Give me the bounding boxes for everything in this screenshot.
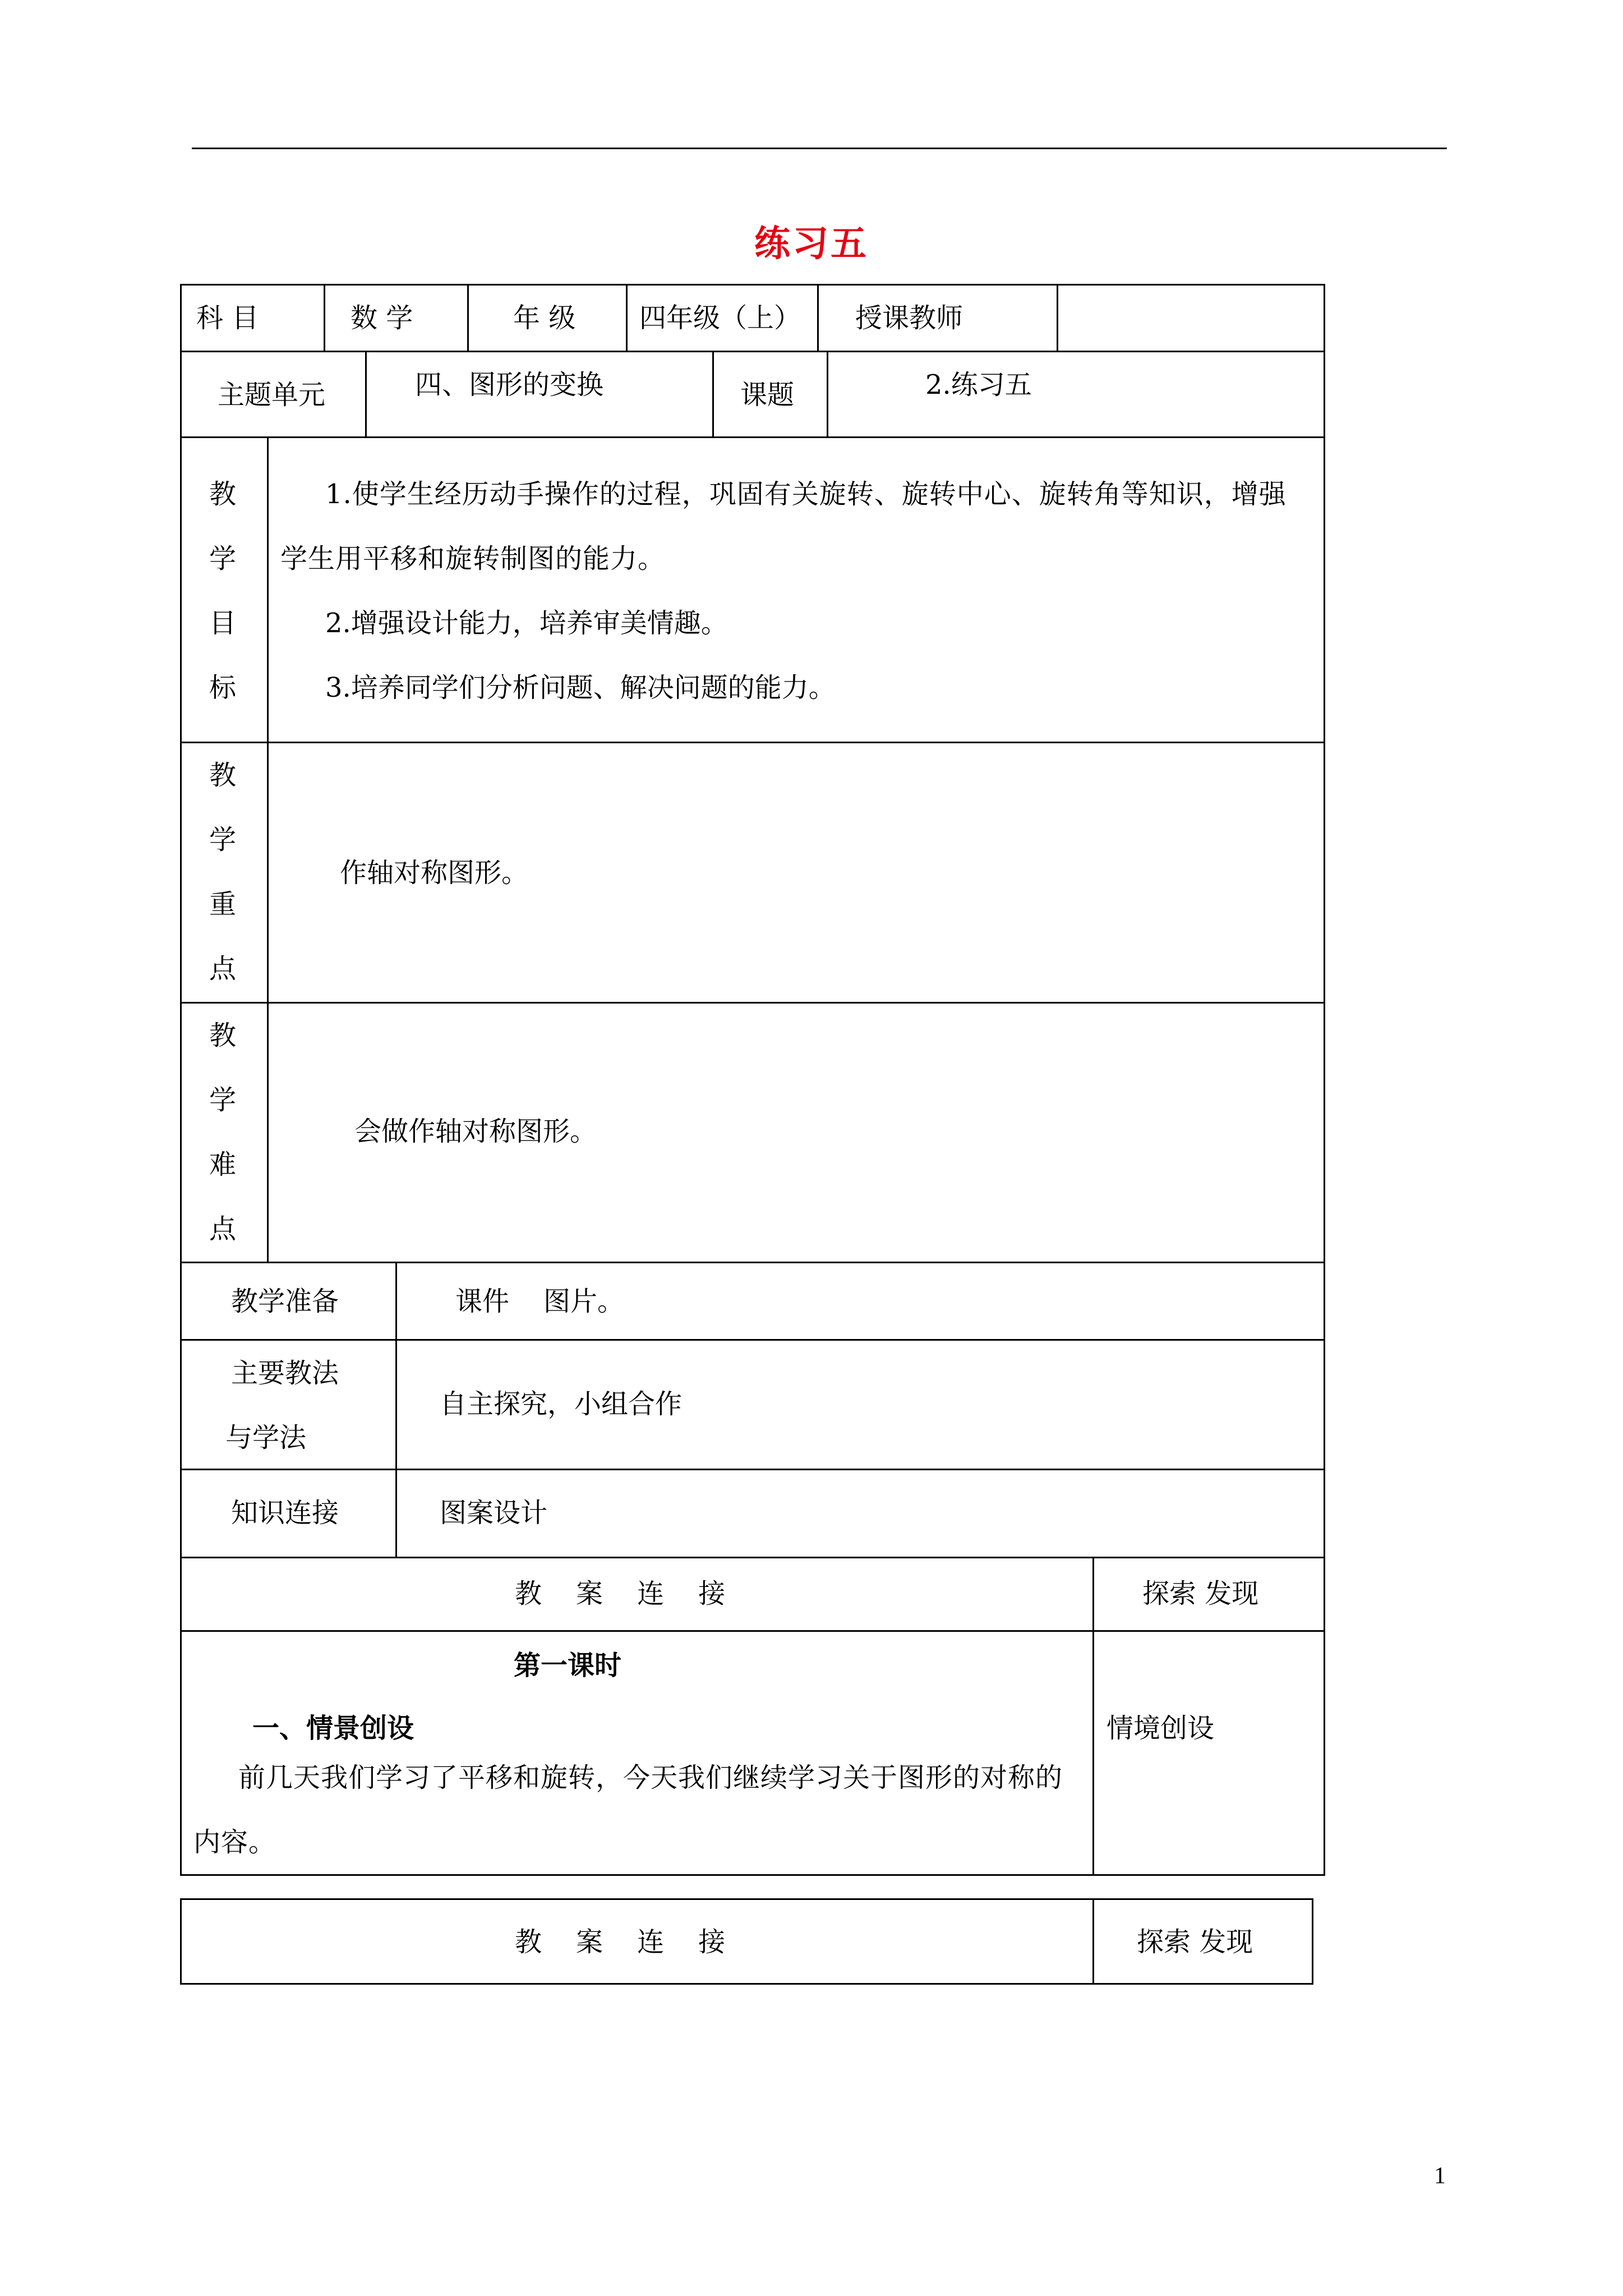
goal-item: 1.使学生经历动手操作的过程，巩固有关旋转、旋转中心、旋转角等知识，增强学生用平移和旋转制图的能力。 — [280, 478, 1287, 574]
col-divider — [1092, 1898, 1094, 1985]
knowledge-value: 图案设计 — [440, 1497, 548, 1529]
row-divider — [180, 436, 1325, 438]
row-divider — [180, 742, 1325, 743]
row-divider — [180, 1339, 1325, 1341]
goal-item: 2.增强设计能力，培养审美情趣。 — [325, 608, 728, 639]
plan-header-2-right: 探索 发现 — [1137, 1926, 1253, 1958]
goals-content — [280, 462, 1312, 720]
unit-value: 四、图形的变换 — [415, 369, 604, 401]
methods-label-line1: 主要教法 — [231, 1358, 339, 1389]
lesson-body: 前几天我们学习了平移和旋转，今天我们继续学习关于图形的对称的内容。 — [193, 1762, 1063, 1858]
teacher-label: 授课教师 — [855, 302, 963, 334]
col-divider — [395, 1262, 397, 1557]
methods-label-line2: 与学法 — [225, 1422, 307, 1453]
col-divider — [365, 351, 367, 437]
document-title: 练习五 — [754, 223, 869, 265]
row-divider — [180, 1557, 1325, 1558]
page-number: 1 — [1434, 2163, 1446, 2189]
row-divider — [180, 351, 1325, 352]
methods-value: 自主探究，小组合作 — [440, 1388, 683, 1420]
col-divider — [267, 436, 269, 1262]
key-points-text: 作轴对称图形。 — [340, 857, 529, 889]
preparation-label: 教学准备 — [231, 1286, 339, 1317]
lesson-section-title: 一、情景创设 — [252, 1713, 414, 1744]
row-divider — [180, 1002, 1325, 1004]
subject-label: 科 目 — [196, 302, 259, 334]
row-divider — [180, 1262, 1325, 1263]
lesson-side-note: 情境创设 — [1106, 1713, 1215, 1744]
plan-header-right: 探索 发现 — [1142, 1578, 1259, 1609]
goal-item: 3.培养同学们分析问题、解决问题的能力。 — [325, 672, 836, 703]
row-divider — [180, 1630, 1325, 1632]
lesson-period: 第一课时 — [514, 1650, 622, 1681]
difficulties-text: 会做作轴对称图形。 — [354, 1116, 597, 1147]
key-points-label: 教 学 重 点 — [209, 760, 236, 984]
col-divider — [626, 284, 628, 351]
goals-label: 教 学 目 标 — [209, 478, 236, 703]
col-divider — [712, 351, 714, 437]
grade-label: 年 级 — [513, 302, 576, 334]
header-rule — [192, 148, 1447, 149]
topic-label: 课题 — [740, 379, 795, 411]
unit-label: 主题单元 — [218, 379, 326, 411]
difficulties-label: 教 学 难 点 — [209, 1020, 236, 1245]
topic-value: 2.练习五 — [925, 369, 1032, 401]
col-divider — [467, 284, 469, 351]
preparation-value: 课件 图片。 — [455, 1286, 625, 1317]
grade-value: 四年级（上） — [639, 302, 801, 334]
plan-header-2-left: 教 案 连 接 — [515, 1926, 726, 1958]
knowledge-label: 知识连接 — [231, 1497, 339, 1529]
col-divider — [817, 284, 819, 351]
col-divider — [827, 351, 828, 437]
subject-value: 数 学 — [351, 302, 413, 334]
col-divider — [1092, 1557, 1094, 1876]
row-divider — [180, 1469, 1325, 1470]
plan-header-left: 教 案 连 接 — [515, 1578, 726, 1609]
col-divider — [1057, 284, 1058, 351]
col-divider — [324, 284, 325, 351]
